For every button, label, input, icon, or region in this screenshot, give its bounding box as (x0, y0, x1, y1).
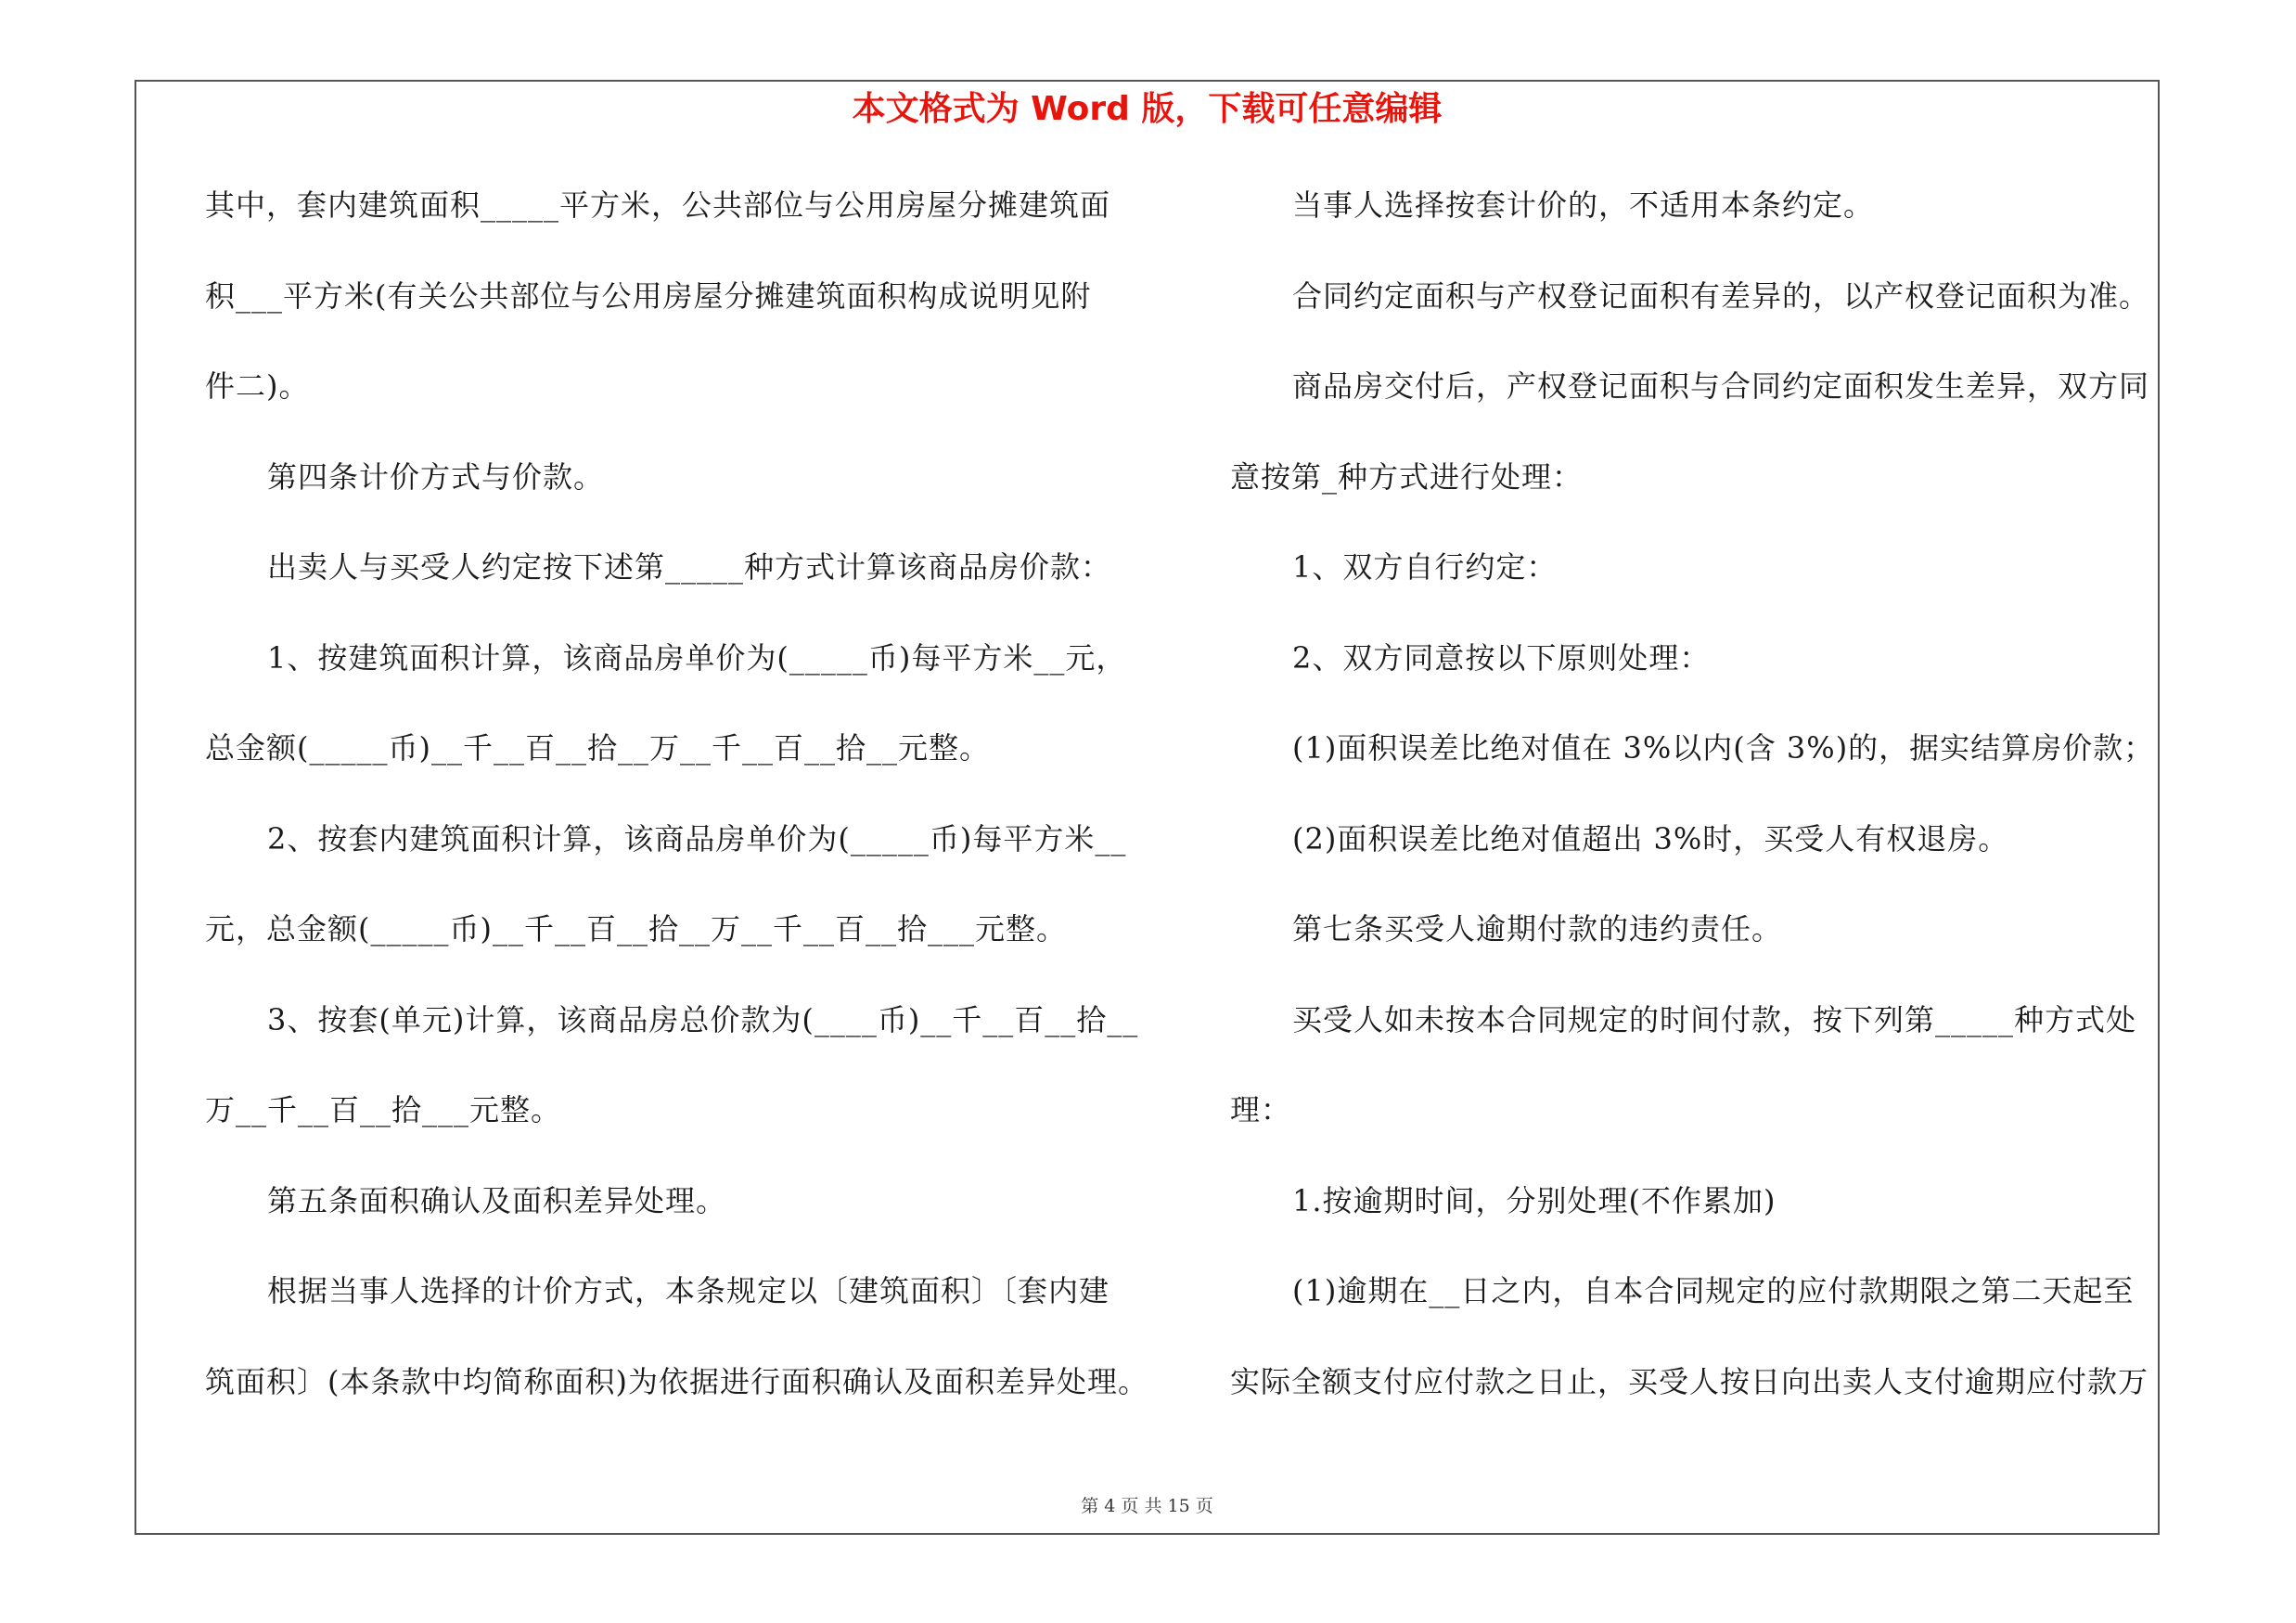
paragraph-line: 第五条面积确认及面积差异处理。 (267, 1182, 727, 1218)
paragraph-line: 件二)。 (205, 368, 310, 404)
paragraph-line: 出卖人与买受人约定按下述第_____种方式计算该商品房价款： (267, 549, 1112, 585)
paragraph-line: (1)逾期在__日之内，自本合同规定的应付款期限之第二天起至 (1292, 1273, 2135, 1308)
paragraph-line: 总金额(_____币)__千__百__拾__万__千__百__拾__元整。 (205, 730, 990, 766)
paragraph-line: 其中，套内建筑面积_____平方米，公共部位与公用房屋分摊建筑面 (205, 187, 1111, 223)
paragraph-line: 2、按套内建筑面积计算，该商品房单价为(_____币)每平方米__ (267, 820, 1127, 857)
paragraph-line: 根据当事人选择的计价方式，本条规定以〔建筑面积〕〔套内建 (267, 1273, 1110, 1308)
paragraph-line: 筑面积〕(本条款中均简称面积)为依据进行面积确认及面积差异处理。 (205, 1363, 1148, 1399)
paragraph-line: 积___平方米(有关公共部位与公用房屋分摊建筑面积构成说明见附 (205, 277, 1092, 314)
page-number-footer: 第 4 页 共 15 页 (1081, 1496, 1213, 1516)
paragraph-line: 合同约定面积与产权登记面积有差异的，以产权登记面积为准。 (1292, 277, 2150, 314)
paragraph-line: 第四条计价方式与价款。 (267, 458, 605, 495)
paragraph-line: 元，总金额(_____币)__千__百__拾__万__千__百__拾___元整。 (205, 911, 1067, 947)
paragraph-line: 当事人选择按套计价的，不适用本条约定。 (1292, 187, 1875, 223)
paragraph-line: 实际全额支付应付款之日止，买受人按日向出卖人支付逾期应付款万 (1230, 1363, 2149, 1399)
paragraph-line: 1、双方自行约定： (1292, 549, 1558, 585)
format-banner: 本文格式为 Word 版，下载可任意编辑 (852, 90, 1443, 128)
paragraph-line: 2、双方同意按以下原则处理： (1292, 639, 1711, 676)
paragraph-line: 1.按逾期时间，分别处理(不作累加) (1292, 1182, 1777, 1218)
paragraph-line: 意按第_种方式进行处理： (1230, 458, 1584, 495)
paragraph-line: 3、按套(单元)计算，该商品房总价款为(____币)__千__百__拾__ (267, 1001, 1139, 1037)
paragraph-line: (1)面积误差比绝对值在 3%以内(含 3%)的，据实结算房价款； (1292, 730, 2155, 766)
paragraph-line: 理： (1230, 1092, 1292, 1127)
paragraph-line: (2)面积误差比绝对值超出 3%时，买受人有权退房。 (1292, 820, 2009, 857)
paragraph-line: 万__千__百__拾___元整。 (205, 1092, 562, 1127)
paragraph-line: 第七条买受人逾期付款的违约责任。 (1292, 911, 1783, 947)
paragraph-line: 1、按建筑面积计算，该商品房单价为(_____币)每平方米__元， (267, 639, 1127, 676)
paragraph-line: 商品房交付后，产权登记面积与合同约定面积发生差异，双方同 (1292, 368, 2150, 404)
paragraph-line: 买受人如未按本合同规定的时间付款，按下列第_____种方式处 (1292, 1001, 2137, 1037)
